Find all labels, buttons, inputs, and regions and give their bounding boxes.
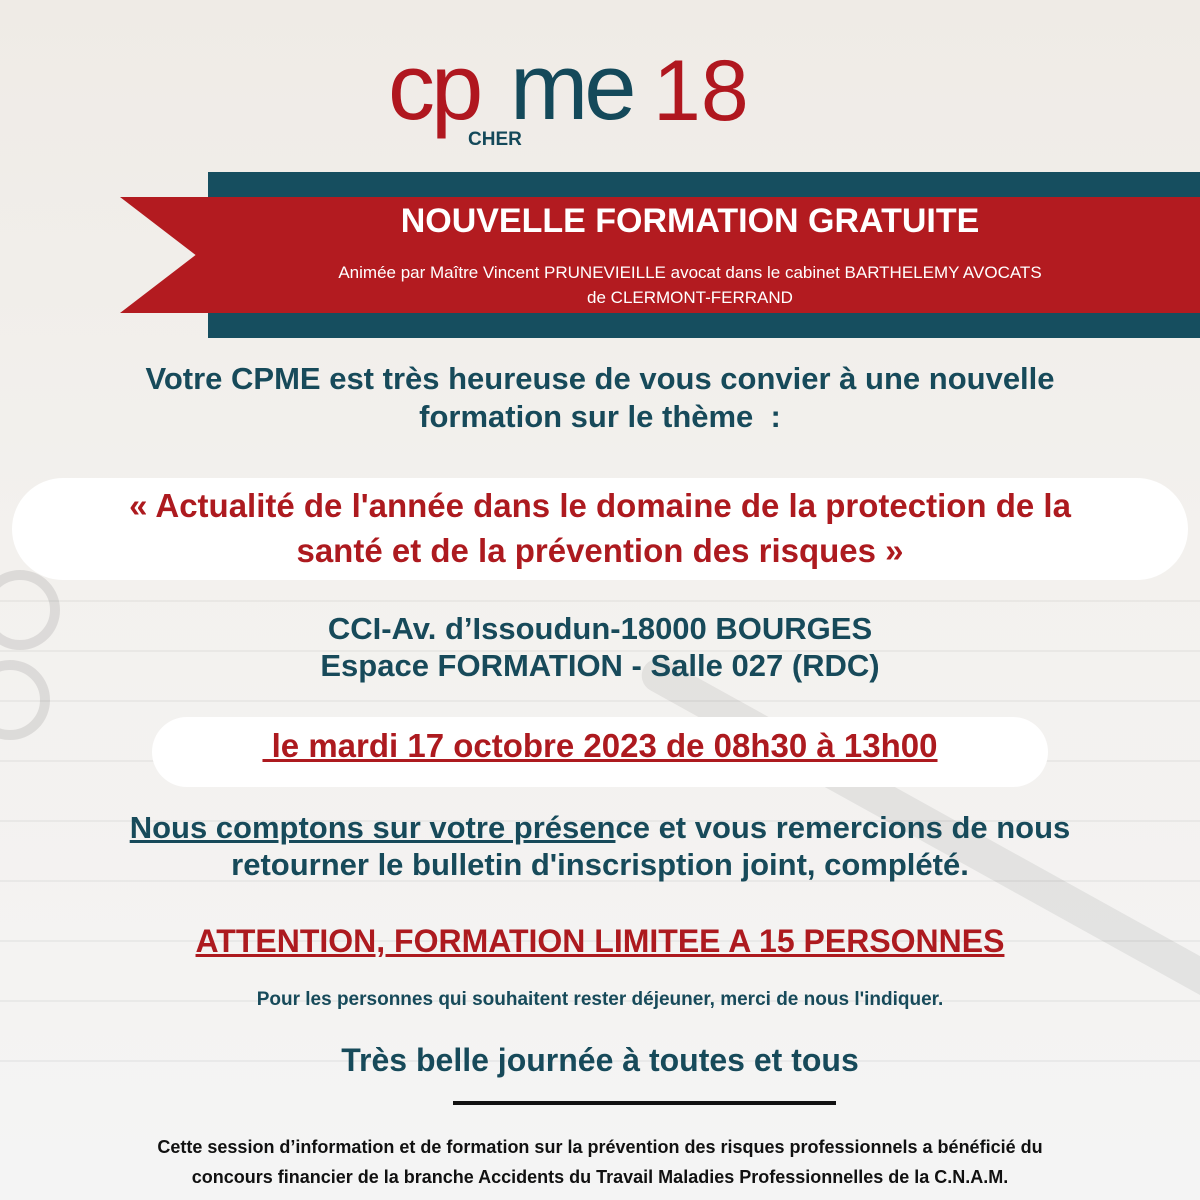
funding-notice — [0, 1132, 1200, 1192]
banner-subtitle-line2: de CLERMONT-FERRAND — [587, 288, 793, 307]
funding-line1: Cette session d’information et de formation sur la prévention des risques professionnels a bénéficié du — [157, 1137, 1043, 1157]
logo-text-cp: cp — [388, 34, 480, 139]
attention-notice: ATTENTION, FORMATION LIMITEE A 15 PERSONNES — [195, 923, 1005, 959]
location-line1: CCI-Av. d’Issoudun-18000 BOURGES — [327, 611, 873, 646]
lunch-note: Pour les personnes qui souhaitent rester déjeuner, merci de nous l'indiquer. — [256, 989, 944, 1010]
training-theme — [0, 483, 1200, 573]
banner-subtitle — [200, 260, 1180, 310]
presence-line2: retourner le bulletin d'inscrisption joint, complété. — [231, 847, 969, 882]
presence-text — [0, 809, 1200, 883]
event-date: le mardi 17 octobre 2023 de 08h30 à 13h00 — [262, 727, 938, 764]
presence-line1 — [0, 809, 1200, 846]
funding-line2: concours financier de la branche Accidents du Travail Maladies Professionnelles de la C.N.A.M. — [191, 1167, 1009, 1187]
intro-line1: Votre CPME est très heureuse de vous convier à une nouvelle — [145, 361, 1055, 396]
location-text — [0, 610, 1200, 684]
presence-underlined: Nous comptons sur votre présen — [129, 810, 616, 845]
intro-text — [0, 360, 1200, 436]
banner-subtitle-line1: Animée par Maître Vincent PRUNEVIEILLE avocat dans le cabinet BARTHELEMY AVOCATS — [338, 263, 1042, 282]
cpme-logo — [388, 30, 768, 150]
banner-title: NOUVELLE FORMATION GRATUITE — [400, 202, 980, 240]
location-line2: Espace FORMATION - Salle 027 (RDC) — [320, 648, 880, 683]
divider — [453, 1101, 836, 1105]
presence-rest: ce et vous remercions de nous — [615, 810, 1071, 845]
greeting: Très belle journée à toutes et tous — [341, 1042, 859, 1078]
intro-line2: formation sur le thème : — [419, 399, 781, 434]
logo-subtext: CHER — [468, 129, 522, 150]
theme-line2: santé et de la prévention des risques » — [296, 532, 904, 569]
logo-number: 18 — [653, 43, 749, 139]
logo-text-me: me — [510, 34, 633, 139]
theme-line1: « Actualité de l'année dans le domaine de la protection de la — [129, 487, 1071, 524]
